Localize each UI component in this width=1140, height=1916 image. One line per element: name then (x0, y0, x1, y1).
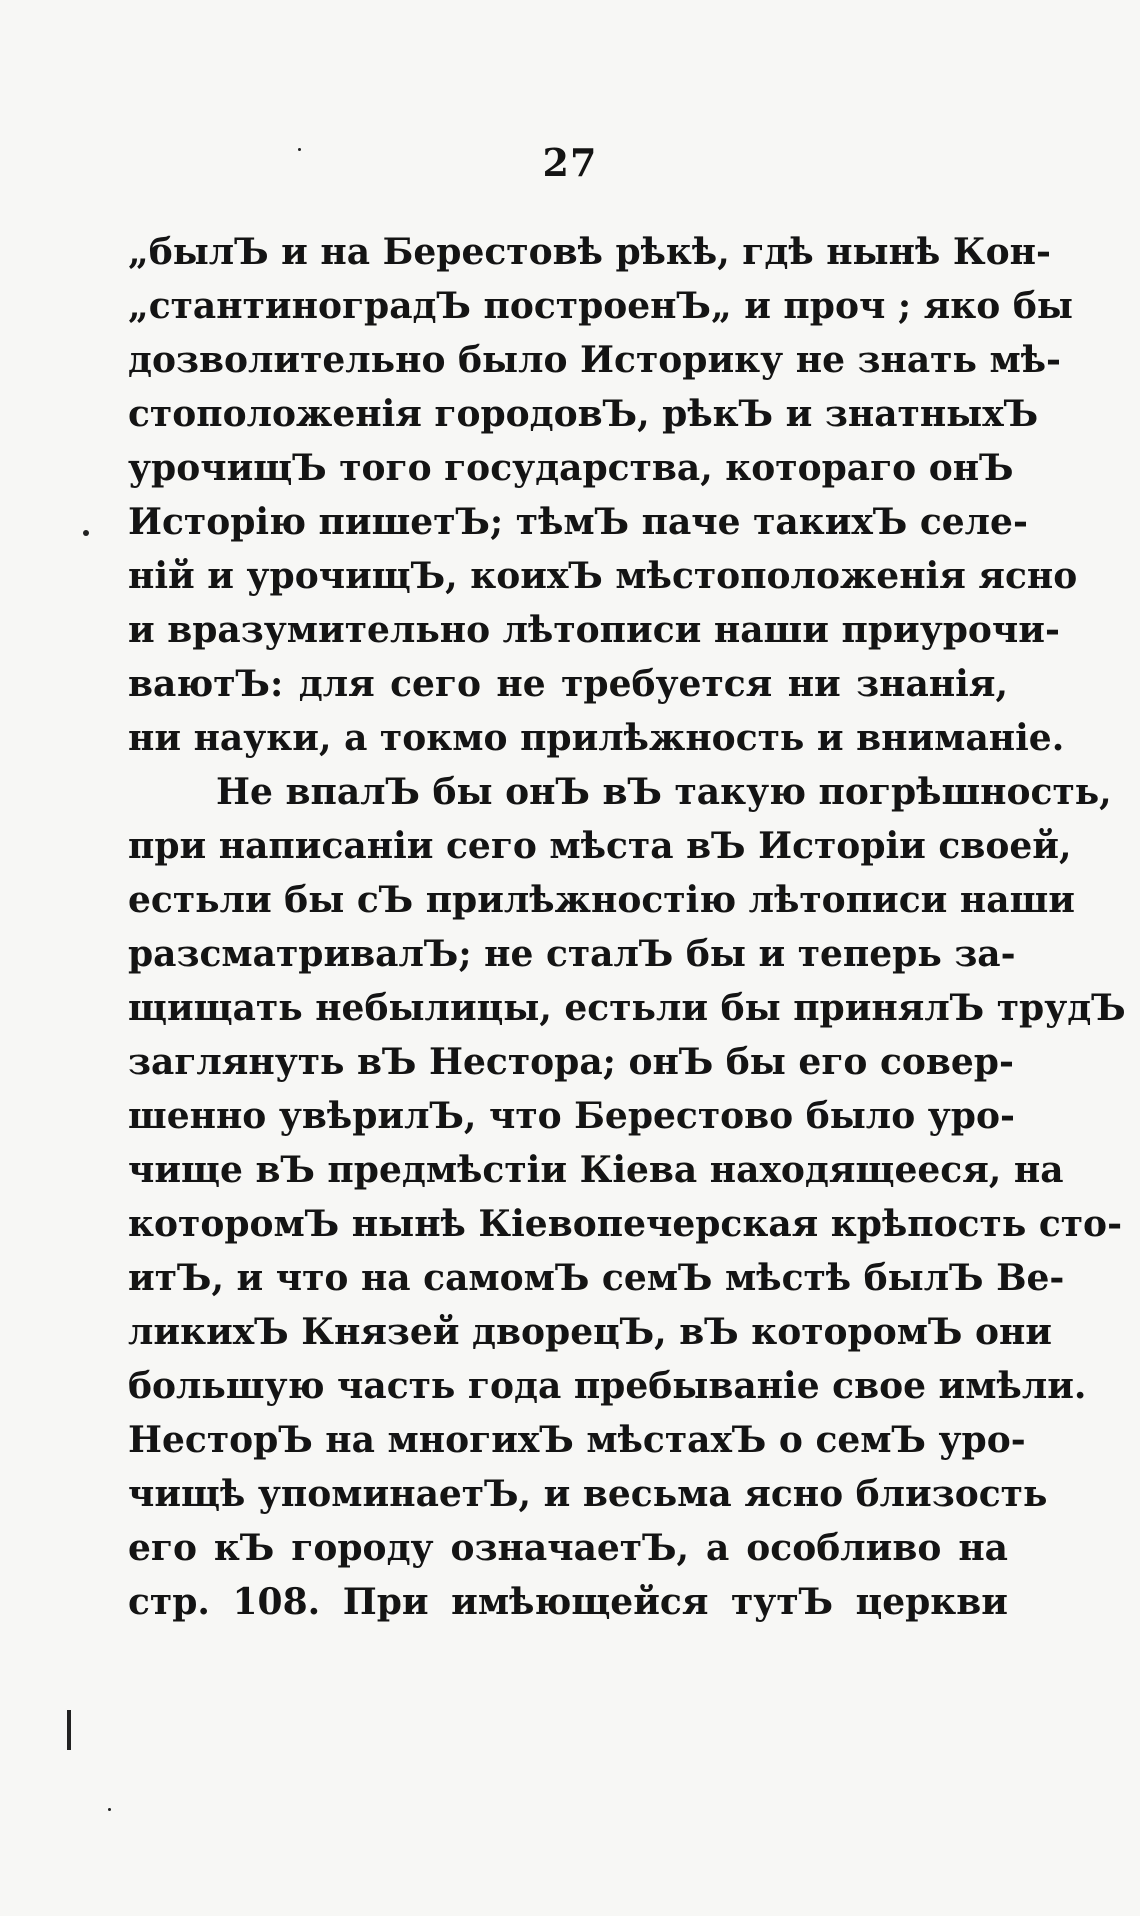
text-line: и вразумительно лѣтописи наши приурочи- (128, 609, 1060, 651)
text-line: щищать небылицы, естьли бы принялЪ трудЪ (128, 987, 1126, 1029)
page-number: 27 (542, 140, 598, 185)
text-line: естьли бы сЪ прилѣжностію лѣтописи наши (128, 879, 1075, 921)
text-body (128, 225, 1126, 1629)
print-speck (298, 148, 301, 151)
text-line: ни науки, а токмо прилѣжность и вниманіе. (128, 717, 1065, 759)
text-line: дозволительно было Историку не знать мѣ- (128, 339, 1061, 381)
text-line: чище вЪ предмѣстіи Кіева находящееся, на (128, 1149, 1064, 1191)
text-line: шенно увѣрилЪ, что Берестово было уро- (128, 1095, 1015, 1137)
text-line: ваютЪ: для сего не требуется ни знанія, (128, 663, 1008, 705)
text-line: которомЪ нынѣ Кіевопечерская крѣпость сто- (128, 1203, 1123, 1245)
text-line: ликихЪ Князей дворецЪ, вЪ которомЪ они (128, 1311, 1053, 1353)
text-line: Исторію пишетЪ; тѣмЪ паче такихЪ селе- (128, 501, 1028, 543)
text-line: „былЪ и на Берестовѣ рѣкѣ, гдѣ нынѣ Кон- (128, 231, 1051, 273)
margin-mark (67, 1710, 71, 1750)
text-line: ній и урочищЪ, коихЪ мѣстоположенія ясно (128, 555, 1078, 597)
text-line: разсматривалЪ; не сталЪ бы и теперь за- (128, 933, 1016, 975)
text-line: при написаніи сего мѣста вЪ Исторіи своей, (128, 825, 1072, 867)
text-line: заглянуть вЪ Нестора; онЪ бы его совер- (128, 1041, 1014, 1083)
text-line: урочищЪ того государства, котораго онЪ (128, 447, 1014, 489)
print-speck (83, 530, 89, 536)
text-line: итЪ, и что на самомЪ семЪ мѣстѣ былЪ Ве- (128, 1257, 1065, 1299)
text-line: стоположенія городовЪ, рѣкЪ и знатныхЪ (128, 393, 1039, 435)
paragraph-first-line: Не впалЪ бы онЪ вЪ такую погрѣшность, (216, 771, 1112, 813)
text-line: стр. 108. При имѣющейся тутЪ церкви (128, 1581, 1008, 1623)
text-line: большую часть года пребываніе свое имѣли. (128, 1365, 1087, 1407)
text-line: чищѣ упоминаетЪ, и весьма ясно близость (128, 1473, 1048, 1515)
text-line: НесторЪ на многихЪ мѣстахЪ о семЪ уро- (128, 1419, 1026, 1461)
text-line: „стантиноградЪ построенЪ„ и проч ; яко бы (128, 285, 1073, 327)
print-speck (108, 1808, 111, 1811)
text-line: его кЪ городу означаетЪ, а особливо на (128, 1527, 1008, 1569)
